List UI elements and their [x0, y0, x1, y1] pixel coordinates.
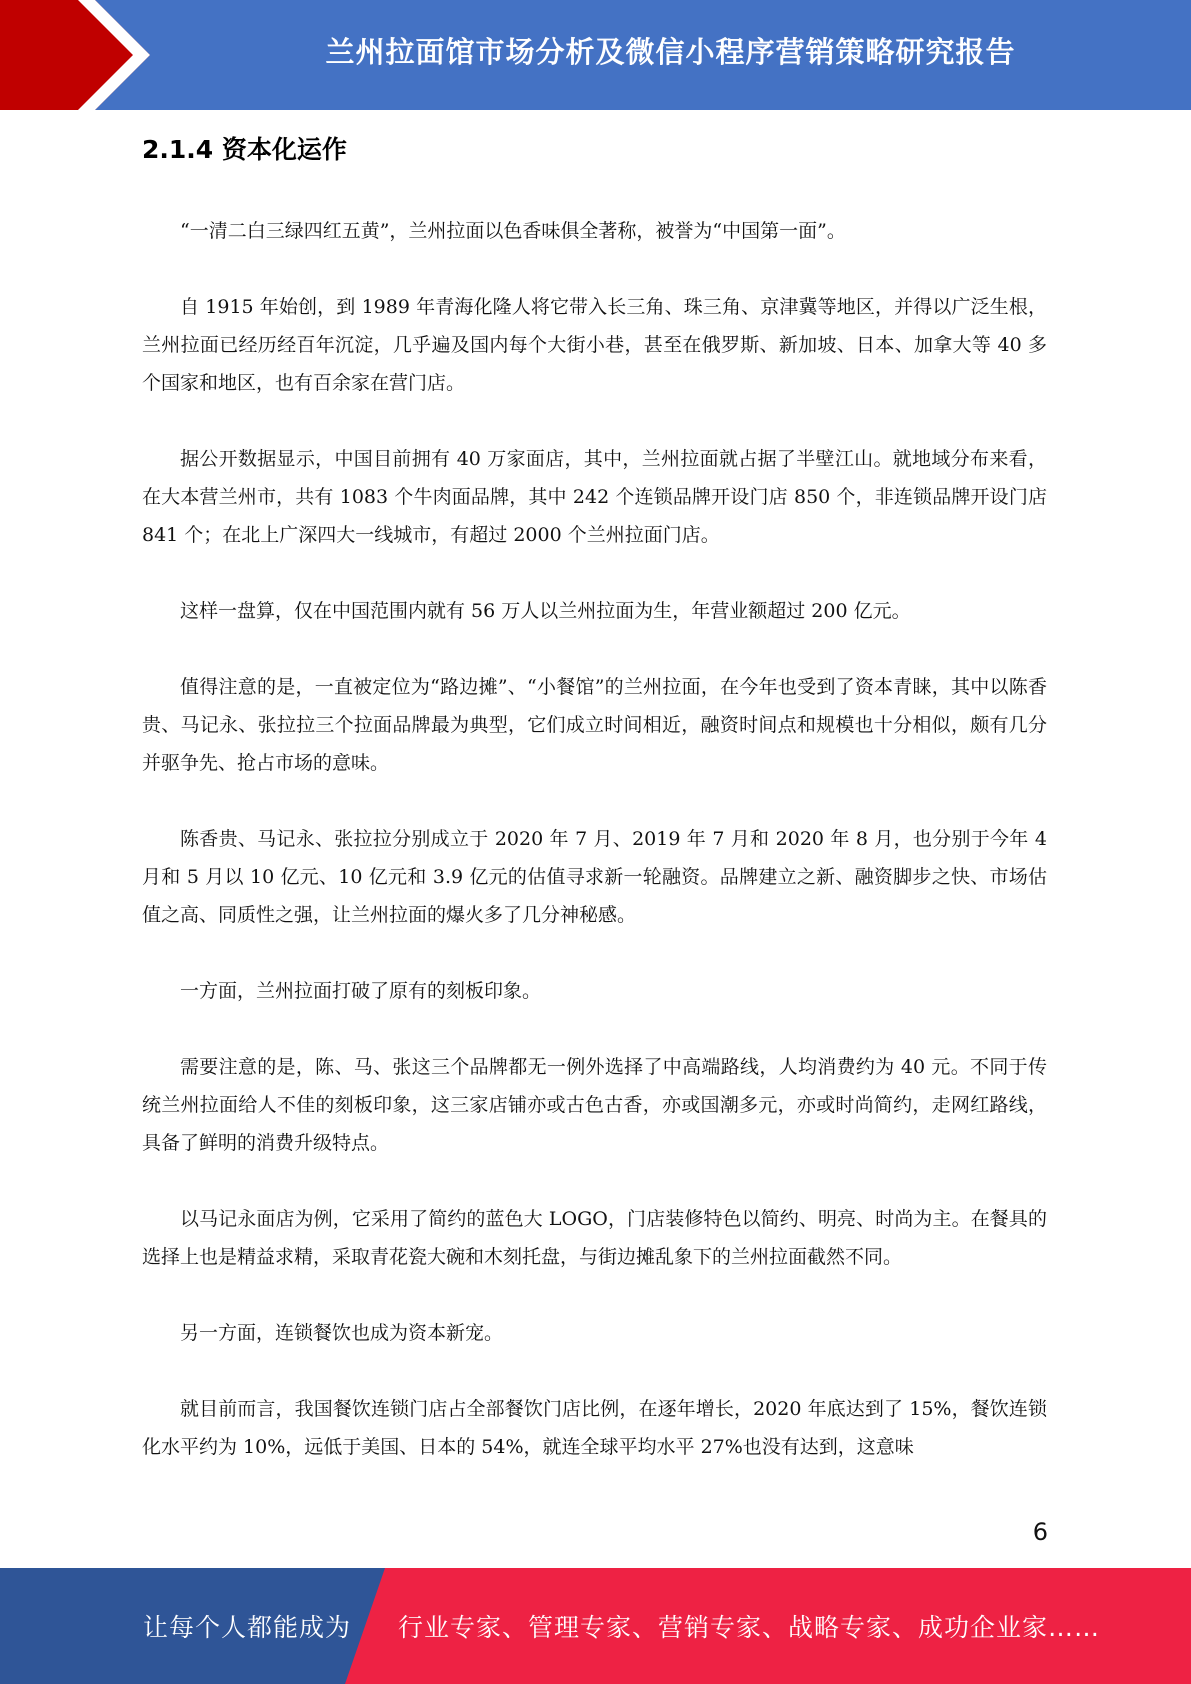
paragraph: 自 1915 年始创，到 1989 年青海化隆人将它带入长三角、珠三角、京津冀等地区，并得以广泛生根，兰州拉面已经历经百年沉淀，几乎遍及国内每个大街小巷，甚至在俄罗斯、新加坡、日本、加拿大等 40 多个国家和地区，也有百余家在营门店。	[142, 296, 1047, 394]
paragraph: 需要注意的是，陈、马、张这三个品牌都无一例外选择了中高端路线，人均消费约为 40 元。不同于传统兰州拉面给人不佳的刻板印象，这三家店铺亦或古色古香，亦或国潮多元，亦或时尚简约，走网红路线，具备了鲜明的消费升级特点。	[142, 1056, 1047, 1154]
header-arrow-decoration	[0, 0, 160, 110]
paragraph: 以马记永面店为例，它采用了简约的蓝色大 LOGO，门店装修特色以简约、明亮、时尚为主。在餐具的选择上也是精益求精，采取青花瓷大碗和木刻托盘，与街边摊乱象下的兰州拉面截然不同。	[142, 1208, 1047, 1268]
paragraph: 值得注意的是，一直被定位为“路边摊”、“小餐馆”的兰州拉面，在今年也受到了资本青睐，其中以陈香贵、马记永、张拉拉三个拉面品牌最为典型，它们成立时间相近，融资时间点和规模也十分相似，颇有几分并驱争先、抢占市场的意味。	[142, 676, 1047, 774]
paragraph: 据公开数据显示，中国目前拥有 40 万家面店，其中，兰州拉面就占据了半壁江山。就地域分布来看，在大本营兰州市，共有 1083 个牛肉面品牌，其中 242 个连锁品牌开设门店 850 个，非连锁品牌开设门店 841 个；在北上广深四大一线城市，有超过 2000 个兰州拉面门店。	[142, 448, 1047, 546]
paragraph: “一清二白三绿四红五黄”，兰州拉面以色香味俱全著称，被誉为“中国第一面”。	[180, 220, 846, 242]
footer-slogan-right: 行业专家、管理专家、营销专家、战略专家、成功企业家……	[398, 1613, 1101, 1642]
page-content	[142, 130, 1047, 1504]
paragraph: 就目前而言，我国餐饮连锁门店占全部餐饮门店比例，在逐年增长，2020 年底达到了 15%，餐饮连锁化水平约为 10%，远低于美国、日本的 54%，就连全球平均水平 27%也没有达到，这意味	[142, 1398, 1047, 1458]
paragraph: 这样一盘算，仅在中国范围内就有 56 万人以兰州拉面为生，年营业额超过 200 亿元。	[180, 600, 911, 622]
report-title: 兰州拉面馆市场分析及微信小程序营销策略研究报告	[325, 34, 1016, 69]
page-number: 6	[1032, 1518, 1048, 1546]
page-footer	[0, 1568, 1191, 1684]
page-header	[0, 0, 1191, 110]
paragraph: 一方面，兰州拉面打破了原有的刻板印象。	[180, 980, 542, 1002]
footer-slogan-left: 让每个人都能成为	[143, 1613, 352, 1642]
section-heading: 2.1.4 资本化运作	[142, 135, 347, 164]
paragraph: 另一方面，连锁餐饮也成为资本新宠。	[180, 1322, 504, 1344]
paragraph: 陈香贵、马记永、张拉拉分别成立于 2020 年 7 月、2019 年 7 月和 2020 年 8 月，也分别于今年 4 月和 5 月以 10 亿元、10 亿元和 3.9 亿元的估值寻求新一轮融资。品牌建立之新、融资脚步之快、市场估值之高、同质性之强，让兰州拉面的爆火多了几分神秘感。	[142, 828, 1047, 926]
